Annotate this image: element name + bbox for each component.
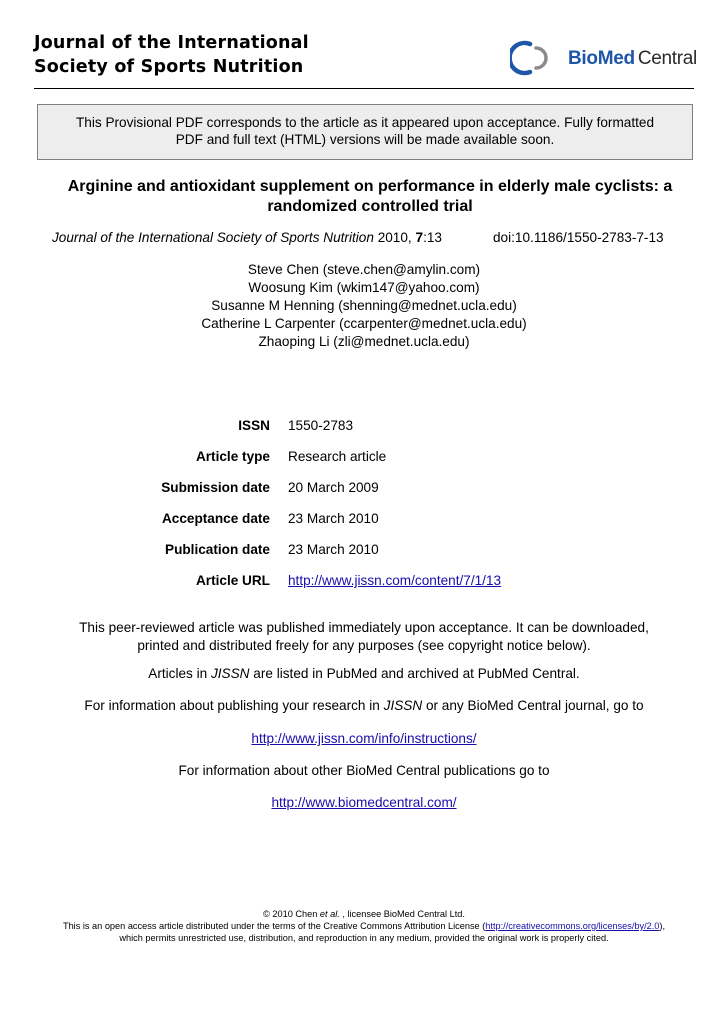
publishing-info: For information about publishing your research in JISSN or any BioMed Central journal, go to	[84, 698, 644, 713]
meta-value: 23 March 2010	[288, 511, 379, 526]
provisional-notice	[37, 104, 693, 160]
license-notice: This is an open access article distributed under the terms of the Creative Commons Attribution License (http://creativecommons.org/licenses/by/2.0),	[62, 921, 666, 931]
license-link[interactable]: http://creativecommons.org/licenses/by/2.0	[485, 921, 660, 931]
citation-year: 2010,	[377, 230, 412, 245]
doi: doi:10.1186/1550-2783-7-13	[493, 230, 664, 245]
article-title	[30, 177, 710, 217]
license-notice-line2: which permits unrestricted use, distribution, and reproduction in any medium, provided the original work is properly cited.	[119, 933, 609, 943]
journal-abbrev: JISSN	[383, 698, 423, 713]
article-title-line2: randomized controlled trial	[267, 198, 473, 215]
meta-value: Research article	[288, 449, 387, 464]
journal-title	[34, 31, 309, 79]
journal-abbrev: JISSN	[210, 666, 250, 681]
citation-volume: 7	[415, 230, 424, 245]
citation-pages: :13	[423, 230, 442, 245]
author-item: Catherine L Carpenter (ccarpenter@mednet.ucla.edu)	[201, 316, 527, 331]
indexing-notice: Articles in JISSN are listed in PubMed and archived at PubMed Central.	[148, 666, 580, 681]
author-item: Woosung Kim (wkim147@yahoo.com)	[248, 280, 480, 295]
meta-row-acceptance-date	[0, 510, 728, 530]
instructions-link-row	[20, 730, 708, 748]
peer-review-line1: This peer-reviewed article was published immediately upon acceptance. It can be downloaded,	[79, 620, 649, 635]
meta-label: Submission date	[161, 480, 270, 495]
copyright-notice: © 2010 Chen et al. , licensee BioMed Central Ltd.	[263, 909, 465, 919]
journal-title-line1: Journal of the International	[34, 33, 309, 53]
meta-row-submission-date	[0, 479, 728, 499]
meta-label: Article type	[195, 449, 270, 464]
biomed-central-logo-icon	[510, 38, 554, 78]
article-url-link[interactable]: http://www.jissn.com/content/7/1/13	[288, 573, 502, 588]
instructions-link[interactable]: http://www.jissn.com/info/instructions/	[251, 731, 477, 746]
meta-row-publication-date	[0, 541, 728, 561]
meta-label: Article URL	[195, 573, 270, 588]
citation-journal: Journal of the International Society of Sports Nutrition	[52, 230, 374, 245]
meta-label: ISSN	[238, 418, 270, 433]
author-item: Susanne M Henning (shenning@mednet.ucla.edu)	[211, 298, 517, 313]
notice-line2: PDF and full text (HTML) versions will be made available soon.	[175, 132, 555, 147]
citation	[52, 229, 442, 247]
biomedcentral-link[interactable]: http://www.biomedcentral.com/	[271, 795, 457, 810]
meta-label: Publication date	[165, 542, 270, 557]
other-publications-info: For information about other BioMed Central publications go to	[178, 763, 550, 778]
biomed-central-wordmark: BioMed Central	[568, 48, 697, 69]
peer-review-notice	[20, 619, 708, 655]
biomed-central-logo	[510, 38, 700, 78]
article-title-line1: Arginine and antioxidant supplement on performance in elderly male cyclists: a	[67, 178, 673, 195]
peer-review-line2: printed and distributed freely for any purposes (see copyright notice below).	[137, 638, 591, 653]
meta-row-issn	[0, 417, 728, 437]
author-list	[0, 261, 728, 351]
meta-value: 1550-2783	[288, 418, 354, 433]
meta-row-article-url	[0, 572, 728, 592]
notice-line1: This Provisional PDF corresponds to the article as it appeared upon acceptance. Fully formatted	[75, 115, 655, 130]
meta-label: Acceptance date	[161, 511, 270, 526]
meta-value: 23 March 2010	[288, 542, 379, 557]
author-item: Zhaoping Li (zli@mednet.ucla.edu)	[258, 334, 470, 349]
header-divider	[34, 88, 694, 89]
bmc-link-row	[20, 794, 708, 812]
journal-title-line2: Society of Sports Nutrition	[34, 57, 304, 77]
author-item: Steve Chen (steve.chen@amylin.com)	[247, 262, 481, 277]
meta-row-article-type	[0, 448, 728, 468]
meta-value: 20 March 2009	[288, 480, 379, 495]
